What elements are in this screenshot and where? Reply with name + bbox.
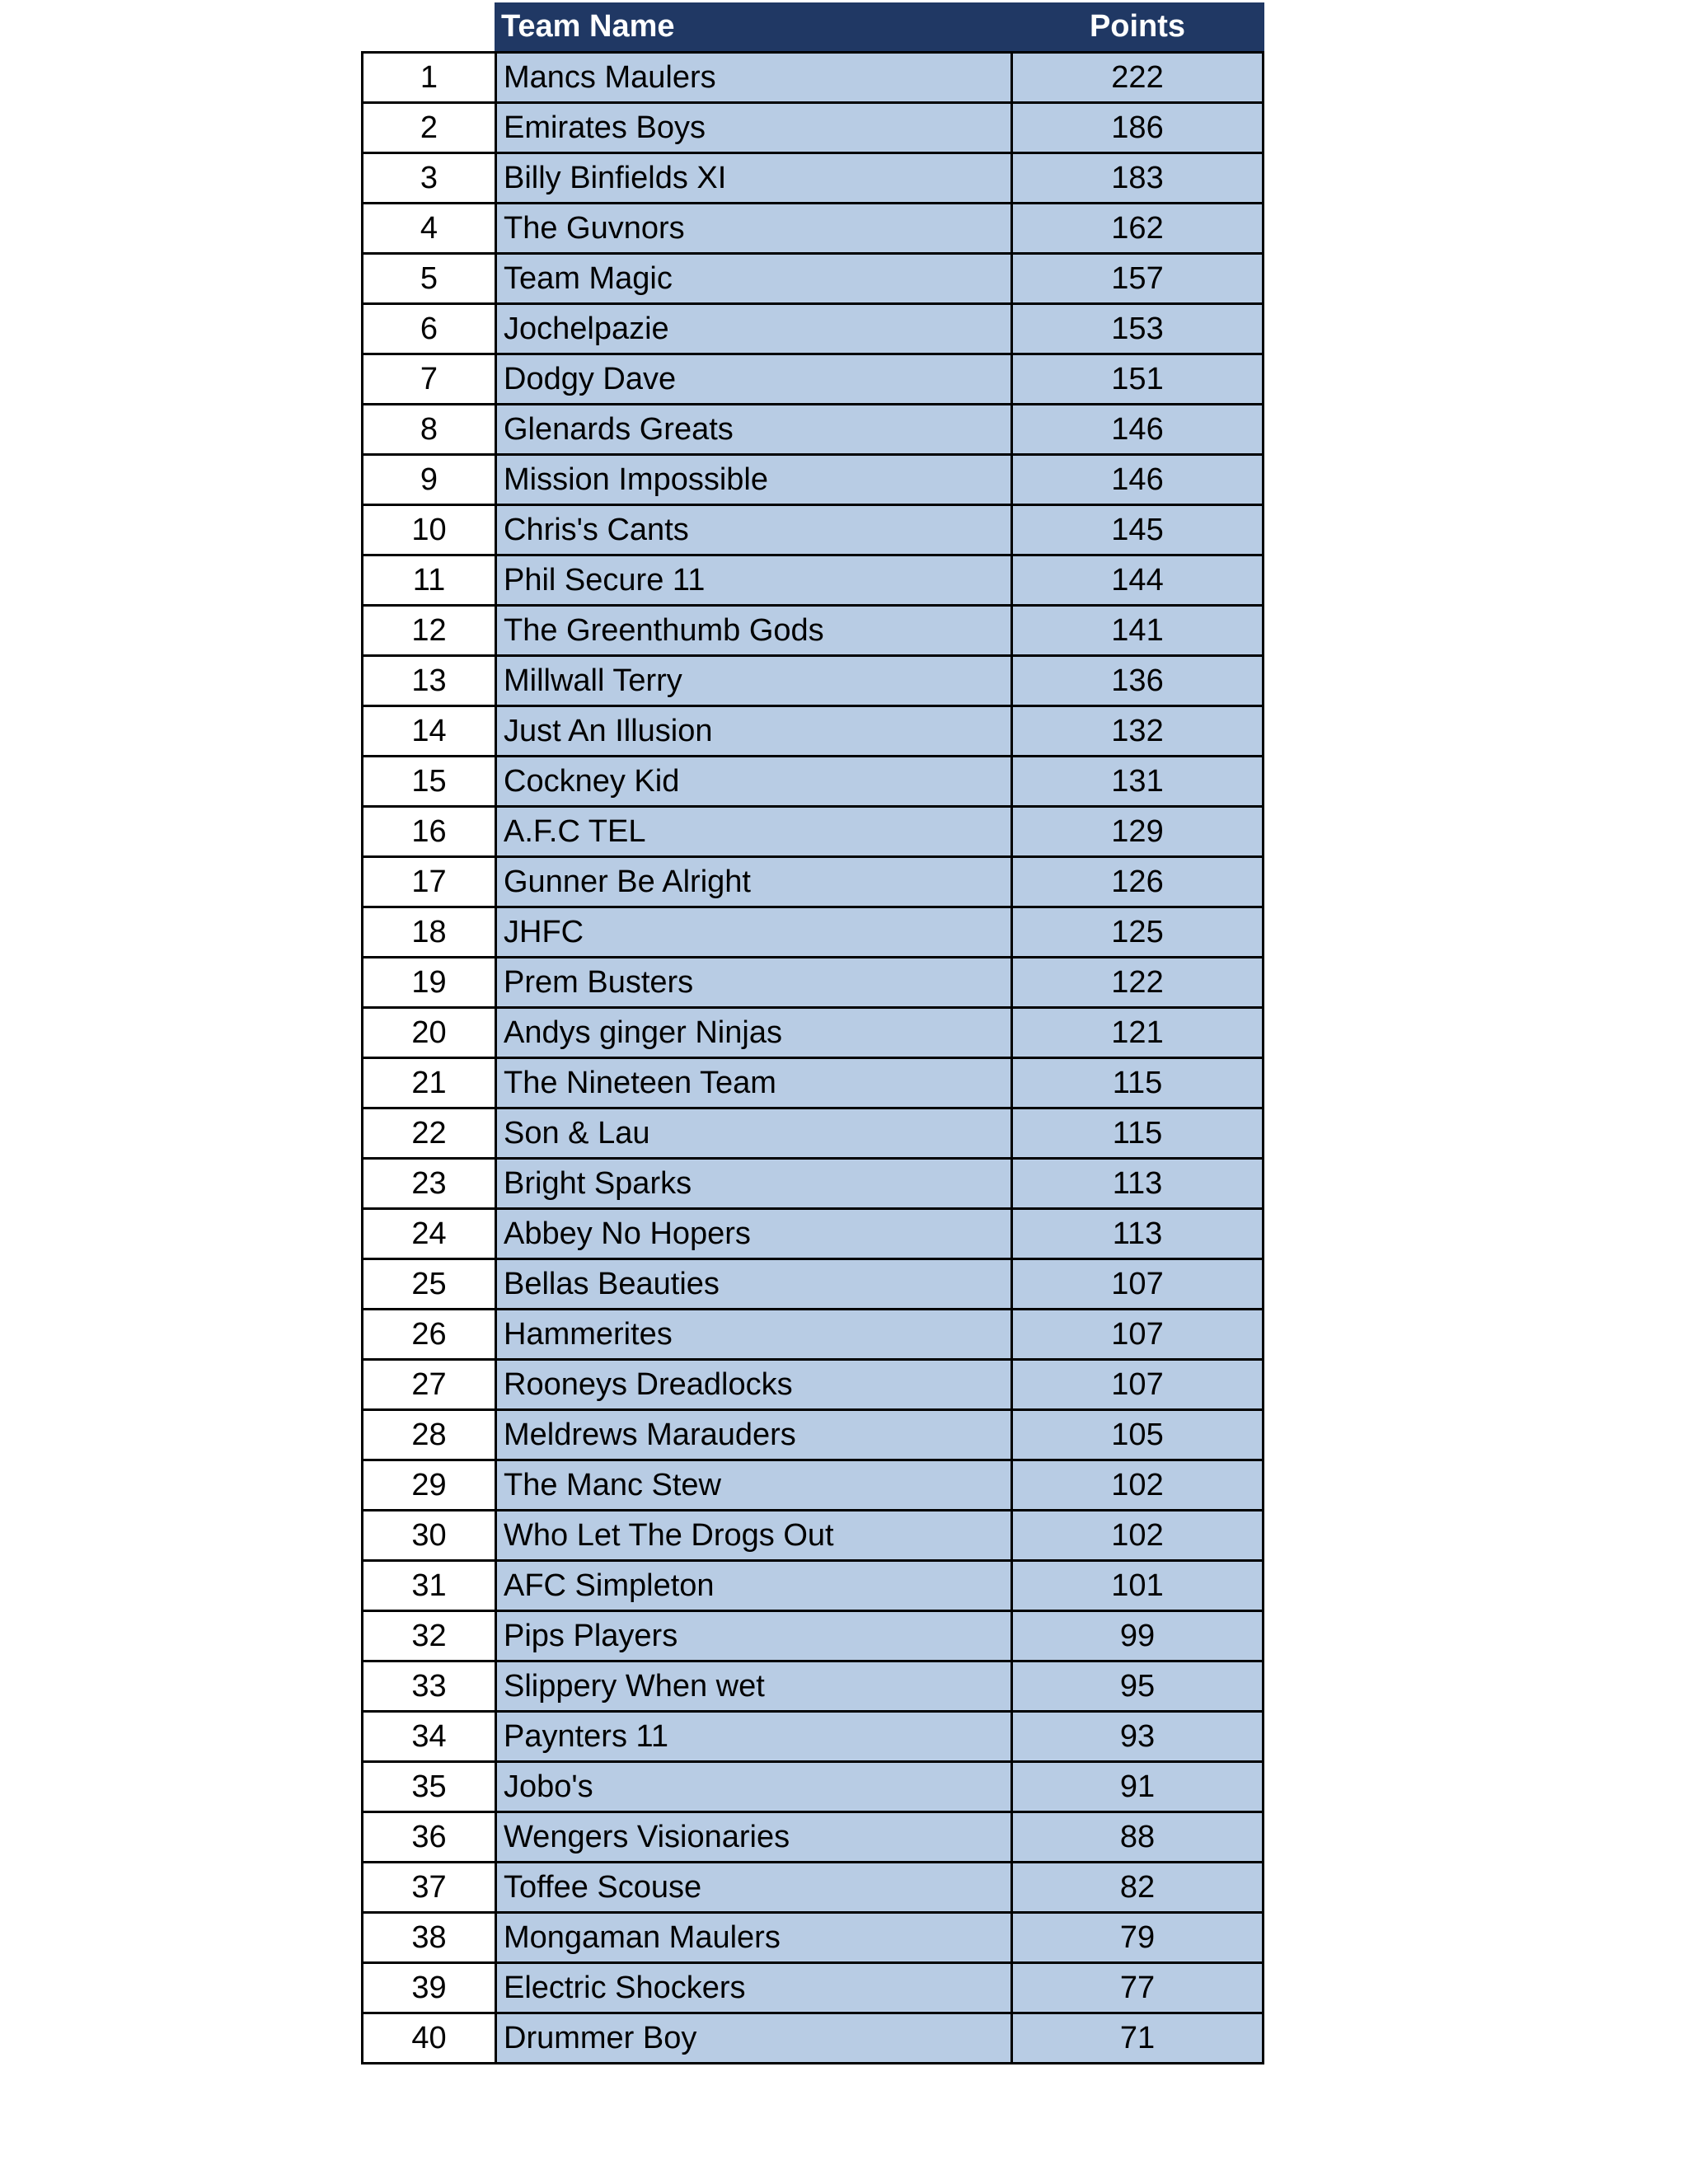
table-row (363, 1964, 1264, 2014)
table-row (363, 2014, 1264, 2064)
team-name-cell: Prem Busters (497, 958, 1013, 1009)
rank-cell: 29 (363, 1461, 497, 1511)
rank-cell: 9 (363, 456, 497, 506)
points-cell: 162 (1013, 204, 1264, 255)
team-name-cell: Toffee Scouse (497, 1863, 1013, 1914)
rank-cell: 20 (363, 1009, 497, 1059)
team-name-cell: Paynters 11 (497, 1713, 1013, 1763)
points-cell: 79 (1013, 1914, 1264, 1964)
team-name-cell: Abbey No Hopers (497, 1210, 1013, 1260)
rank-cell: 28 (363, 1411, 497, 1461)
rank-cell: 6 (363, 305, 497, 355)
table-row (363, 908, 1264, 958)
rank-cell: 23 (363, 1160, 497, 1210)
team-name-cell: JHFC (497, 908, 1013, 958)
points-cell: 146 (1013, 405, 1264, 456)
team-name-cell: A.F.C TEL (497, 808, 1013, 858)
points-cell: 107 (1013, 1260, 1264, 1310)
team-name-cell: Meldrews Marauders (497, 1411, 1013, 1461)
team-name-cell: AFC Simpleton (497, 1562, 1013, 1612)
table-row (363, 1411, 1264, 1461)
rank-cell: 12 (363, 607, 497, 657)
points-cell: 183 (1013, 154, 1264, 204)
table-row (363, 808, 1264, 858)
team-name-cell: Billy Binfields XI (497, 154, 1013, 204)
team-name-cell: Mancs Maulers (497, 54, 1013, 104)
points-cell: 95 (1013, 1662, 1264, 1713)
points-cell: 121 (1013, 1009, 1264, 1059)
team-name-cell: Glenards Greats (497, 405, 1013, 456)
points-cell: 102 (1013, 1461, 1264, 1511)
team-name-cell: Millwall Terry (497, 657, 1013, 707)
rank-cell: 33 (363, 1662, 497, 1713)
team-name-cell: Wengers Visionaries (497, 1813, 1013, 1863)
team-name-cell: Andys ginger Ninjas (497, 1009, 1013, 1059)
points-cell: 71 (1013, 2014, 1264, 2064)
team-name-cell: Who Let The Drogs Out (497, 1511, 1013, 1562)
points-cell: 115 (1013, 1109, 1264, 1160)
points-cell: 115 (1013, 1059, 1264, 1109)
team-name-cell: Pips Players (497, 1612, 1013, 1662)
table-row (363, 104, 1264, 154)
rank-cell: 39 (363, 1964, 497, 2014)
rank-cell: 1 (363, 54, 497, 104)
table-row (363, 1813, 1264, 1863)
rank-cell: 18 (363, 908, 497, 958)
rank-cell: 22 (363, 1109, 497, 1160)
rank-cell: 32 (363, 1612, 497, 1662)
points-cell: 146 (1013, 456, 1264, 506)
table-row (363, 607, 1264, 657)
table-row (363, 1662, 1264, 1713)
points-cell: 141 (1013, 607, 1264, 657)
table-row (363, 1511, 1264, 1562)
rank-cell: 2 (363, 104, 497, 154)
team-name-cell: Bright Sparks (497, 1160, 1013, 1210)
rank-cell: 27 (363, 1361, 497, 1411)
points-cell: 102 (1013, 1511, 1264, 1562)
table-row (363, 707, 1264, 757)
table-row (363, 1461, 1264, 1511)
rank-cell: 17 (363, 858, 497, 908)
team-name-cell: Cockney Kid (497, 757, 1013, 808)
table-row (363, 305, 1264, 355)
rank-cell: 26 (363, 1310, 497, 1361)
table-row (363, 1260, 1264, 1310)
rank-cell: 38 (363, 1914, 497, 1964)
table-row (363, 255, 1264, 305)
table-row (363, 154, 1264, 204)
table-row (363, 1562, 1264, 1612)
table-row (363, 355, 1264, 405)
team-name-cell: Son & Lau (497, 1109, 1013, 1160)
table-row (363, 1210, 1264, 1260)
table-row (363, 858, 1264, 908)
points-cell: 126 (1013, 858, 1264, 908)
points-cell: 113 (1013, 1160, 1264, 1210)
points-cell: 122 (1013, 958, 1264, 1009)
team-name-cell: Electric Shockers (497, 1964, 1013, 2014)
table-row (363, 1310, 1264, 1361)
rank-cell: 36 (363, 1813, 497, 1863)
team-name-cell: Drummer Boy (497, 2014, 1013, 2064)
points-cell: 88 (1013, 1813, 1264, 1863)
rank-cell: 14 (363, 707, 497, 757)
team-name-cell: Hammerites (497, 1310, 1013, 1361)
table-row (363, 1361, 1264, 1411)
table-body (361, 51, 1264, 2064)
points-cell: 131 (1013, 757, 1264, 808)
points-cell: 105 (1013, 1411, 1264, 1461)
rank-cell: 19 (363, 958, 497, 1009)
rank-cell: 3 (363, 154, 497, 204)
table-header (495, 2, 1264, 51)
rank-cell: 25 (363, 1260, 497, 1310)
team-name-cell: The Guvnors (497, 204, 1013, 255)
points-cell: 145 (1013, 506, 1264, 556)
rank-cell: 37 (363, 1863, 497, 1914)
table-row (363, 204, 1264, 255)
rank-cell: 24 (363, 1210, 497, 1260)
team-name-cell: Jobo's (497, 1763, 1013, 1813)
team-name-cell: Slippery When wet (497, 1662, 1013, 1713)
rank-cell: 34 (363, 1713, 497, 1763)
table-row (363, 1763, 1264, 1813)
rank-cell: 35 (363, 1763, 497, 1813)
table-row (363, 54, 1264, 104)
team-name-header: Team Name (495, 2, 1010, 51)
points-cell: 153 (1013, 305, 1264, 355)
rank-cell: 16 (363, 808, 497, 858)
team-name-cell: Dodgy Dave (497, 355, 1013, 405)
team-name-cell: Chris's Cants (497, 506, 1013, 556)
rank-cell: 13 (363, 657, 497, 707)
table-row (363, 556, 1264, 607)
table-row (363, 456, 1264, 506)
rank-cell: 15 (363, 757, 497, 808)
rank-cell: 40 (363, 2014, 497, 2064)
league-table (361, 2, 1264, 2064)
team-name-cell: Team Magic (497, 255, 1013, 305)
points-cell: 99 (1013, 1612, 1264, 1662)
points-cell: 82 (1013, 1863, 1264, 1914)
table-row (363, 506, 1264, 556)
team-name-cell: Emirates Boys (497, 104, 1013, 154)
points-cell: 91 (1013, 1763, 1264, 1813)
team-name-cell: Mongaman Maulers (497, 1914, 1013, 1964)
points-cell: 136 (1013, 657, 1264, 707)
points-cell: 101 (1013, 1562, 1264, 1612)
points-cell: 93 (1013, 1713, 1264, 1763)
table-row (363, 1612, 1264, 1662)
rank-cell: 4 (363, 204, 497, 255)
table-row (363, 958, 1264, 1009)
rank-cell: 10 (363, 506, 497, 556)
table-row (363, 1109, 1264, 1160)
table-row (363, 1713, 1264, 1763)
team-name-cell: Rooneys Dreadlocks (497, 1361, 1013, 1411)
points-cell: 157 (1013, 255, 1264, 305)
rank-cell: 21 (363, 1059, 497, 1109)
team-name-cell: Just An Illusion (497, 707, 1013, 757)
table-row (363, 757, 1264, 808)
table-row (363, 1160, 1264, 1210)
points-cell: 132 (1013, 707, 1264, 757)
points-cell: 77 (1013, 1964, 1264, 2014)
team-name-cell: The Nineteen Team (497, 1059, 1013, 1109)
table-row (363, 1914, 1264, 1964)
points-cell: 144 (1013, 556, 1264, 607)
rank-cell: 11 (363, 556, 497, 607)
points-cell: 113 (1013, 1210, 1264, 1260)
team-name-cell: Phil Secure 11 (497, 556, 1013, 607)
table-row (363, 1059, 1264, 1109)
rank-cell: 31 (363, 1562, 497, 1612)
team-name-cell: Bellas Beauties (497, 1260, 1013, 1310)
points-cell: 125 (1013, 908, 1264, 958)
rank-cell: 7 (363, 355, 497, 405)
points-cell: 151 (1013, 355, 1264, 405)
points-cell: 129 (1013, 808, 1264, 858)
team-name-cell: Gunner Be Alright (497, 858, 1013, 908)
table-row (363, 1863, 1264, 1914)
points-cell: 222 (1013, 54, 1264, 104)
table-row (363, 1009, 1264, 1059)
points-header: Points (1010, 2, 1264, 51)
table-row (363, 657, 1264, 707)
rank-cell: 30 (363, 1511, 497, 1562)
team-name-cell: The Manc Stew (497, 1461, 1013, 1511)
points-cell: 107 (1013, 1361, 1264, 1411)
team-name-cell: The Greenthumb Gods (497, 607, 1013, 657)
rank-cell: 8 (363, 405, 497, 456)
rank-cell: 5 (363, 255, 497, 305)
team-name-cell: Jochelpazie (497, 305, 1013, 355)
table-row (363, 405, 1264, 456)
team-name-cell: Mission Impossible (497, 456, 1013, 506)
points-cell: 107 (1013, 1310, 1264, 1361)
points-cell: 186 (1013, 104, 1264, 154)
